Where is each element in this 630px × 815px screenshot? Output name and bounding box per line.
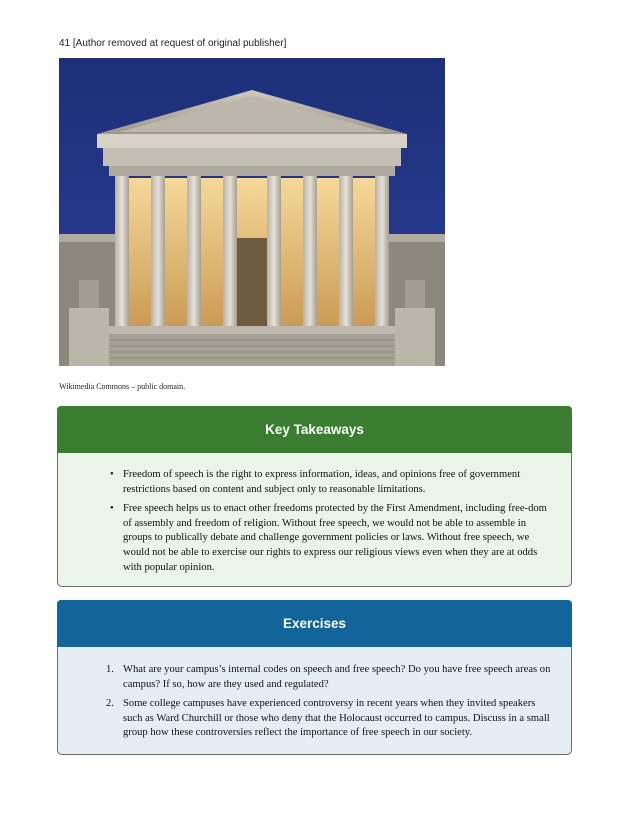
list-item: • Free speech helps us to enact other freedoms protected by the First Amendment, including free-dom of assembly and freedom of religion. Without free speech, we would not be able to assemble in groups to publically debate and challenge government policies or laws. Without free speech, we would not be able to exercise our rights to express our religious views even when they are at odds with popular opinion. bbox=[108, 502, 551, 575]
exercises-box bbox=[57, 600, 572, 755]
list-item-number: 2. bbox=[106, 698, 114, 710]
supreme-court-photo bbox=[59, 58, 445, 366]
footnote: 41 [Author removed at request of original publisher] bbox=[59, 38, 287, 49]
key-takeaways-title: Key Takeaways bbox=[57, 406, 572, 453]
list-item-number: 1. bbox=[106, 664, 114, 675]
key-takeaways-list bbox=[108, 468, 551, 575]
key-takeaways-body bbox=[57, 453, 572, 587]
exercises-list bbox=[108, 663, 551, 741]
key-takeaways-box bbox=[57, 406, 572, 587]
image-caption: Wikimedia Commons – public domain. bbox=[59, 382, 186, 391]
exercises-title: Exercises bbox=[57, 600, 572, 647]
list-item bbox=[108, 697, 551, 741]
list-item-text: What are your campus’s internal codes on speech and free speech? Do you have free speech areas on campus? If so, how are they used and regulated? bbox=[123, 664, 551, 690]
list-item bbox=[108, 663, 551, 692]
list-item-text: Some college campuses have experienced controversy in recent years when they invited speakers such as Ward Churchill or those who deny that the Holocaust occurred to campus. Discuss in a small group how these controversies reflect the importance of free speech in our society. bbox=[123, 698, 550, 739]
exercises-body bbox=[57, 647, 572, 755]
list-item: • Freedom of speech is the right to express information, ideas, and opinions free of government restrictions based on content and subject only to reasonable limitations. bbox=[108, 468, 551, 497]
